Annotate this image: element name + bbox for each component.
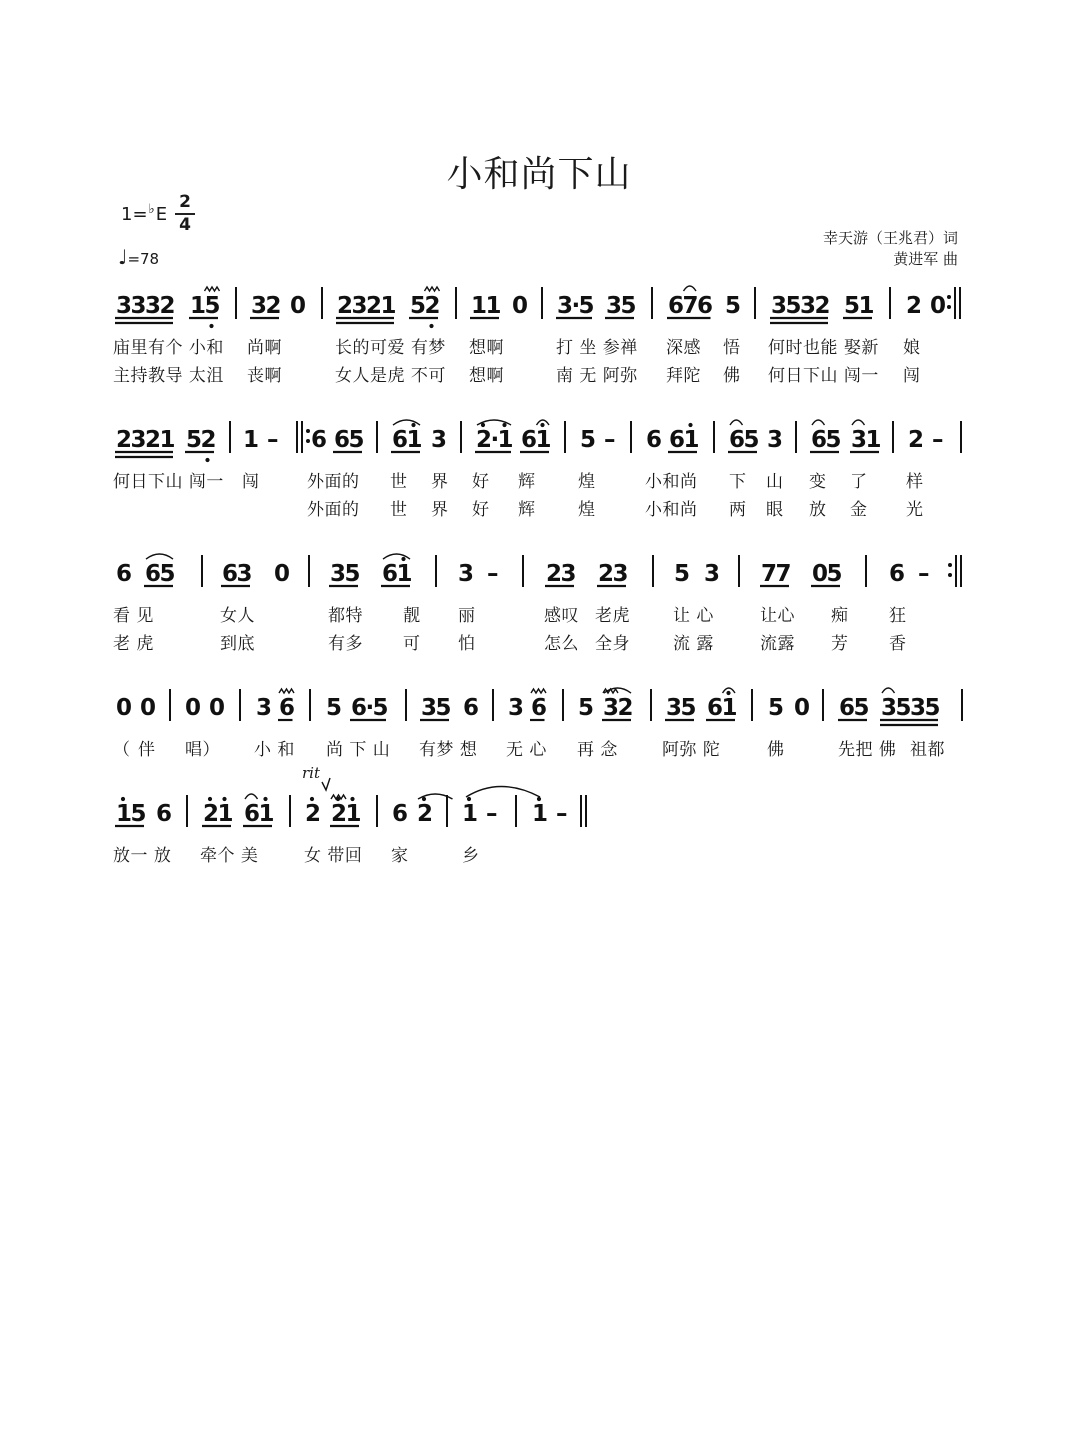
lyric-syllable: 无 心 — [506, 740, 547, 760]
sustain-dash: – — [486, 801, 498, 827]
note-digit: 6 — [697, 293, 714, 319]
lyric-syllable: 到底 — [220, 634, 255, 654]
note-digit: 1 — [396, 561, 413, 587]
lyric-syllable: 痴 — [831, 606, 849, 626]
repeat-dot — [947, 295, 951, 299]
note-digit: 6 — [729, 427, 746, 453]
note-digit: 2 — [908, 427, 925, 453]
note-digit: 2 — [159, 293, 176, 319]
lyric-syllable: 靓 — [403, 606, 421, 626]
note-digit: 2 — [598, 561, 615, 587]
note-digit: 6 — [889, 561, 906, 587]
sustain-dash: – — [932, 427, 944, 453]
note-digit: 0 — [812, 561, 829, 587]
lyric-syllable: 尚啊 — [247, 338, 282, 358]
lyric-syllable: 煌 — [578, 472, 596, 492]
lyric-syllable: 好 — [472, 500, 490, 520]
note-digit: 1 — [858, 293, 875, 319]
lyric-syllable: 佛 — [767, 740, 785, 760]
note-digit: 3 — [508, 695, 525, 721]
note-digit: 6 — [839, 695, 856, 721]
note-digit: 1 — [683, 427, 700, 453]
note-digit: 3 — [612, 561, 629, 587]
note-digit: 3 — [771, 293, 788, 319]
note-digit: 5 — [578, 695, 595, 721]
note-digit: 7 — [682, 293, 699, 319]
lyric-syllable: 世 — [390, 500, 408, 520]
mordent-icon — [205, 287, 220, 291]
lyric-syllable: 芳 — [831, 634, 849, 654]
note-digit: 6 — [811, 427, 828, 453]
note-digit: 6 — [531, 695, 548, 721]
note-digit: 3 — [145, 293, 162, 319]
note-digit: 5 — [159, 561, 176, 587]
note-digit: 5 — [130, 801, 147, 827]
octave-up-dot — [537, 797, 541, 801]
note-digit: 2 — [305, 801, 322, 827]
note-digit: 1 — [485, 293, 502, 319]
note-digit: 1 — [243, 427, 260, 453]
note-digit: 3 — [458, 561, 475, 587]
note-digit: 1 — [159, 427, 176, 453]
lyric-syllable: 悟 — [723, 338, 741, 358]
mordent-icon — [425, 287, 440, 291]
note-digit: 6 — [382, 561, 399, 587]
note-digit: 3 — [603, 695, 620, 721]
repeat-dot — [947, 305, 951, 309]
ritardando-marking: rit — [302, 764, 320, 782]
note-digit: 0 — [140, 695, 157, 721]
lyric-syllable: 看 见 — [113, 606, 154, 626]
mordent-icon — [279, 689, 294, 693]
lyric-syllable: 主持教导 太沮 — [113, 366, 224, 386]
note-digit: 6 — [334, 427, 351, 453]
note-digit: 2 — [366, 293, 383, 319]
note-digit: 5 — [924, 695, 941, 721]
lyric-syllable: 煌 — [578, 500, 596, 520]
note-digit: 3 — [130, 427, 147, 453]
lyric-syllable: 流露 — [760, 634, 795, 654]
note-digit: 5 — [620, 293, 637, 319]
lyric-syllable: 怎么 — [544, 634, 579, 654]
note-digit: 6 — [646, 427, 663, 453]
lyric-syllable: 女人 — [220, 606, 255, 626]
note-digit: 5 — [674, 561, 691, 587]
lyric-syllable: 佛 — [723, 366, 741, 386]
lyric-syllable: 了 — [850, 472, 868, 492]
note-digit: 5 — [844, 293, 861, 319]
key-prefix: 1= — [121, 204, 148, 225]
lyric-syllable: 尚 下 山 — [326, 740, 391, 760]
lyric-syllable: 家 — [391, 846, 409, 866]
octave-up-dot — [411, 423, 415, 427]
lyric-syllable: 流 露 — [673, 634, 714, 654]
note-digit: 3 — [560, 561, 577, 587]
mordent-icon — [531, 689, 546, 693]
note-digit: 0 — [290, 293, 307, 319]
note-digit: 3 — [431, 427, 448, 453]
lyric-syllable: 想啊 — [469, 366, 504, 386]
lyric-syllable: 界 — [431, 500, 449, 520]
note-digit: 5 — [826, 561, 843, 587]
lyric-syllable: 世 — [390, 472, 408, 492]
note-digit: 5 — [768, 695, 785, 721]
octave-up-dot — [350, 797, 354, 801]
octave-up-dot — [263, 797, 267, 801]
note-digit: 5 — [204, 293, 221, 319]
lyric-syllable: 辉 — [518, 472, 536, 492]
lyric-syllable: 让心 — [760, 606, 795, 626]
lyric-syllable: 光 — [906, 500, 924, 520]
note-digit: 0 — [794, 695, 811, 721]
note-digit: 5 — [725, 293, 742, 319]
octave-up-dot — [467, 797, 471, 801]
lyric-syllable: 放一 放 — [113, 846, 172, 866]
slur — [146, 554, 173, 559]
note-digit: 0 — [209, 695, 226, 721]
quarter-note-icon: ♩ — [118, 245, 128, 269]
lyric-syllable: 南 无 阿弥 — [556, 366, 638, 386]
note-digit: 6 — [392, 801, 409, 827]
lyric-syllable: 丧啊 — [247, 366, 282, 386]
octave-up-dot — [540, 423, 544, 427]
note-digit: 1 — [217, 801, 234, 827]
note-digit: 5 — [435, 695, 452, 721]
note-digit: 5 — [743, 427, 760, 453]
note-digit: 5 — [895, 695, 912, 721]
lyric-syllable: 老虎 — [595, 606, 630, 626]
note-digit: 1 — [721, 695, 738, 721]
lyric-syllable: 小 和 — [254, 740, 295, 760]
lyric-syllable: 先把 佛 — [838, 740, 897, 760]
note-digit: 1 — [258, 801, 275, 827]
note-digit: 0 — [116, 695, 133, 721]
note-digit: 2 — [203, 801, 220, 827]
note-digit: 6 — [222, 561, 239, 587]
note-digit: 2 — [200, 427, 217, 453]
lyric-syllable: 小和尚 — [645, 500, 698, 520]
note-digit: 6 — [145, 561, 162, 587]
lyric-syllable: 样 — [906, 472, 924, 492]
repeat-dot — [948, 573, 952, 577]
lyric-syllable: 外面的 — [307, 472, 360, 492]
note-digit: 1 — [380, 293, 397, 319]
note-digit: 3 — [421, 695, 438, 721]
note-digit: 6 — [244, 801, 261, 827]
note-digit: 1 — [345, 801, 362, 827]
lyric-syllable: 狂 — [889, 606, 907, 626]
lyric-syllable: 可 — [403, 634, 421, 654]
note-digit: 5 — [825, 427, 842, 453]
lyricist-credit: 幸天游（王兆君）词 — [822, 229, 958, 247]
note-digit: 3 — [116, 293, 133, 319]
time-signature-bottom: 4 — [179, 215, 191, 235]
lyric-syllable: 老 虎 — [113, 634, 154, 654]
note-digit: 2 — [145, 427, 162, 453]
note-digit: 3 — [800, 293, 817, 319]
note-digit: 3 — [236, 561, 253, 587]
note-digit: 2 — [546, 561, 563, 587]
note-digit: 6 — [463, 695, 480, 721]
note-digit: 2 — [265, 293, 282, 319]
lyric-syllable: 闯 — [242, 472, 260, 492]
note-digit: 5 — [186, 427, 203, 453]
slur — [245, 794, 258, 799]
note-digit: 0 — [512, 293, 529, 319]
note-digit: 3 — [910, 695, 927, 721]
note-digit: 5 — [578, 293, 595, 319]
lyric-syllable: 何时也能 娶新 — [768, 338, 879, 358]
note-digit: 0 — [274, 561, 291, 587]
sustain-dash: – — [267, 427, 279, 453]
dotted-note-dot: · — [365, 695, 375, 721]
note-digit: 2 — [814, 293, 831, 319]
song-title: 小和尚下山 — [446, 154, 632, 195]
lyric-syllable: 伴 — [138, 740, 156, 760]
octave-up-dot — [481, 423, 485, 427]
lyric-syllable: 再 念 — [577, 740, 618, 760]
tie — [466, 787, 540, 798]
note-digit: 3 — [557, 293, 574, 319]
lyric-syllable: 都特 — [328, 606, 363, 626]
repeat-dot — [306, 429, 310, 433]
note-digit: 6 — [116, 561, 133, 587]
octave-up-dot — [222, 797, 226, 801]
note-digit: 3 — [130, 293, 147, 319]
lyric-syllable: 眼 — [766, 500, 784, 520]
note-digit: 1 — [497, 427, 514, 453]
lyric-syllable: 让 心 — [673, 606, 714, 626]
note-digit: 1 — [471, 293, 488, 319]
note-digit: 7 — [761, 561, 778, 587]
lyric-syllable: （ — [113, 740, 131, 760]
note-digit: 1 — [462, 801, 479, 827]
lyric-syllable: 何日下山 闯一 — [113, 472, 224, 492]
sustain-dash: – — [556, 801, 568, 827]
note-digit: 6 — [279, 695, 296, 721]
note-digit: 0 — [185, 695, 202, 721]
lyric-syllable: 女人是虎 不可 — [335, 366, 446, 386]
lyric-syllable: 唱） — [185, 740, 220, 760]
octave-up-dot — [310, 797, 314, 801]
sustain-dash: – — [918, 561, 930, 587]
lyric-syllable: 祖都 — [910, 740, 945, 760]
note-digit: 6 — [521, 427, 538, 453]
lyric-syllable: 感叹 — [544, 606, 579, 626]
slur — [812, 420, 825, 425]
note-digit: 2 — [617, 695, 634, 721]
note-digit: 1 — [865, 427, 882, 453]
note-digit: 7 — [775, 561, 792, 587]
lyric-syllable: 外面的 — [307, 500, 360, 520]
octave-down-dot — [209, 324, 213, 328]
breath-mark-icon — [322, 778, 330, 790]
octave-down-dot — [429, 324, 433, 328]
lyric-syllable: 何日下山 闯一 — [768, 366, 879, 386]
note-digit: 5 — [580, 427, 597, 453]
slur — [393, 420, 420, 425]
lyric-syllable: 闯 — [903, 366, 921, 386]
note-digit: 3 — [330, 561, 347, 587]
lyric-syllable: 牵个 美 — [200, 846, 259, 866]
note-digit: 3 — [767, 427, 784, 453]
lyric-syllable: 乡 — [462, 846, 480, 866]
lyric-syllable: 打 坐 参禅 — [556, 338, 638, 358]
lyric-syllable: 阿弥 陀 — [662, 740, 721, 760]
slur — [882, 688, 895, 693]
note-digit: 1 — [190, 293, 207, 319]
note-digit: 3 — [881, 695, 898, 721]
lyric-syllable: 拜陀 — [666, 366, 701, 386]
lyric-syllable: 丽 — [458, 606, 476, 626]
repeat-dot — [306, 439, 310, 443]
octave-up-dot — [688, 423, 692, 427]
note-digit: 1 — [532, 801, 549, 827]
note-digit: 3 — [351, 293, 368, 319]
octave-down-dot — [205, 458, 209, 462]
note-digit: 2 — [337, 293, 354, 319]
lyric-syllable: 想啊 — [469, 338, 504, 358]
lyric-syllable: 庙里有个 小和 — [113, 338, 224, 358]
lyric-syllable: 界 — [431, 472, 449, 492]
key-letter: E — [155, 204, 168, 225]
lyric-syllable: 长的可爱 有梦 — [335, 338, 446, 358]
note-digit: 5 — [853, 695, 870, 721]
note-digit: 5 — [785, 293, 802, 319]
slur — [383, 554, 410, 559]
note-digit: 1 — [116, 801, 133, 827]
lyric-syllable: 变 — [809, 472, 827, 492]
note-digit: 1 — [406, 427, 423, 453]
note-digit: 6 — [156, 801, 173, 827]
octave-up-dot — [422, 797, 426, 801]
lyric-syllable: 好 — [472, 472, 490, 492]
note-digit: 2 — [331, 801, 348, 827]
lyric-syllable: 有多 — [328, 634, 363, 654]
note-digit: 0 — [930, 293, 947, 319]
lyric-syllable: 小和尚 — [645, 472, 698, 492]
tempo-value: =78 — [127, 250, 160, 268]
flat-sign-icon: ♭ — [148, 202, 155, 217]
lyric-syllable: 下 — [729, 472, 747, 492]
note-digit: 3 — [606, 293, 623, 319]
note-digit: 6 — [707, 695, 724, 721]
lyric-syllable: 金 — [850, 500, 868, 520]
note-digit: 3 — [704, 561, 721, 587]
lyric-syllable: 辉 — [518, 500, 536, 520]
octave-up-dot — [208, 797, 212, 801]
note-digit: 5 — [326, 695, 343, 721]
slur — [730, 420, 743, 425]
note-digit: 6 — [669, 427, 686, 453]
note-digit: 6 — [392, 427, 409, 453]
note-digit: 1 — [535, 427, 552, 453]
lyric-syllable: 香 — [889, 634, 907, 654]
lyric-syllable: 山 — [766, 472, 784, 492]
note-digit: 6 — [311, 427, 328, 453]
note-digit: 2 — [417, 801, 434, 827]
note-digit: 5 — [344, 561, 361, 587]
sustain-dash: – — [487, 561, 499, 587]
note-digit: 3 — [851, 427, 868, 453]
note-digit: 6 — [351, 695, 368, 721]
note-digit: 5 — [410, 293, 427, 319]
composer-credit: 黄进军 曲 — [893, 250, 958, 268]
sustain-dash: – — [604, 427, 616, 453]
note-digit: 2 — [116, 427, 133, 453]
note-digit: 5 — [348, 427, 365, 453]
octave-up-dot — [121, 797, 125, 801]
lyric-syllable: 女 带回 — [304, 846, 363, 866]
dotted-note-dot: · — [571, 293, 581, 319]
octave-up-dot — [401, 557, 405, 561]
note-digit: 2 — [906, 293, 923, 319]
slur — [684, 286, 697, 291]
note-digit: 3 — [251, 293, 268, 319]
lyric-syllable: 两 — [729, 500, 747, 520]
note-digit: 3 — [666, 695, 683, 721]
lyric-syllable: 全身 — [595, 634, 630, 654]
note-digit: 6 — [668, 293, 685, 319]
slur — [852, 420, 865, 425]
lyric-syllable: 放 — [809, 500, 827, 520]
lyric-syllable: 深感 — [666, 338, 701, 358]
note-digit: 2 — [476, 427, 493, 453]
note-digit: 5 — [680, 695, 697, 721]
note-digit: 5 — [372, 695, 389, 721]
note-digit: 2 — [424, 293, 441, 319]
lyric-syllable: 有梦 想 — [419, 740, 478, 760]
lyric-syllable: 怕 — [458, 634, 476, 654]
lyric-syllable: 娘 — [903, 338, 921, 358]
octave-up-dot — [502, 423, 506, 427]
octave-up-dot — [726, 691, 730, 695]
note-digit: 3 — [256, 695, 273, 721]
dotted-note-dot: · — [490, 427, 500, 453]
time-signature-top: 2 — [179, 192, 191, 212]
repeat-dot — [948, 563, 952, 567]
